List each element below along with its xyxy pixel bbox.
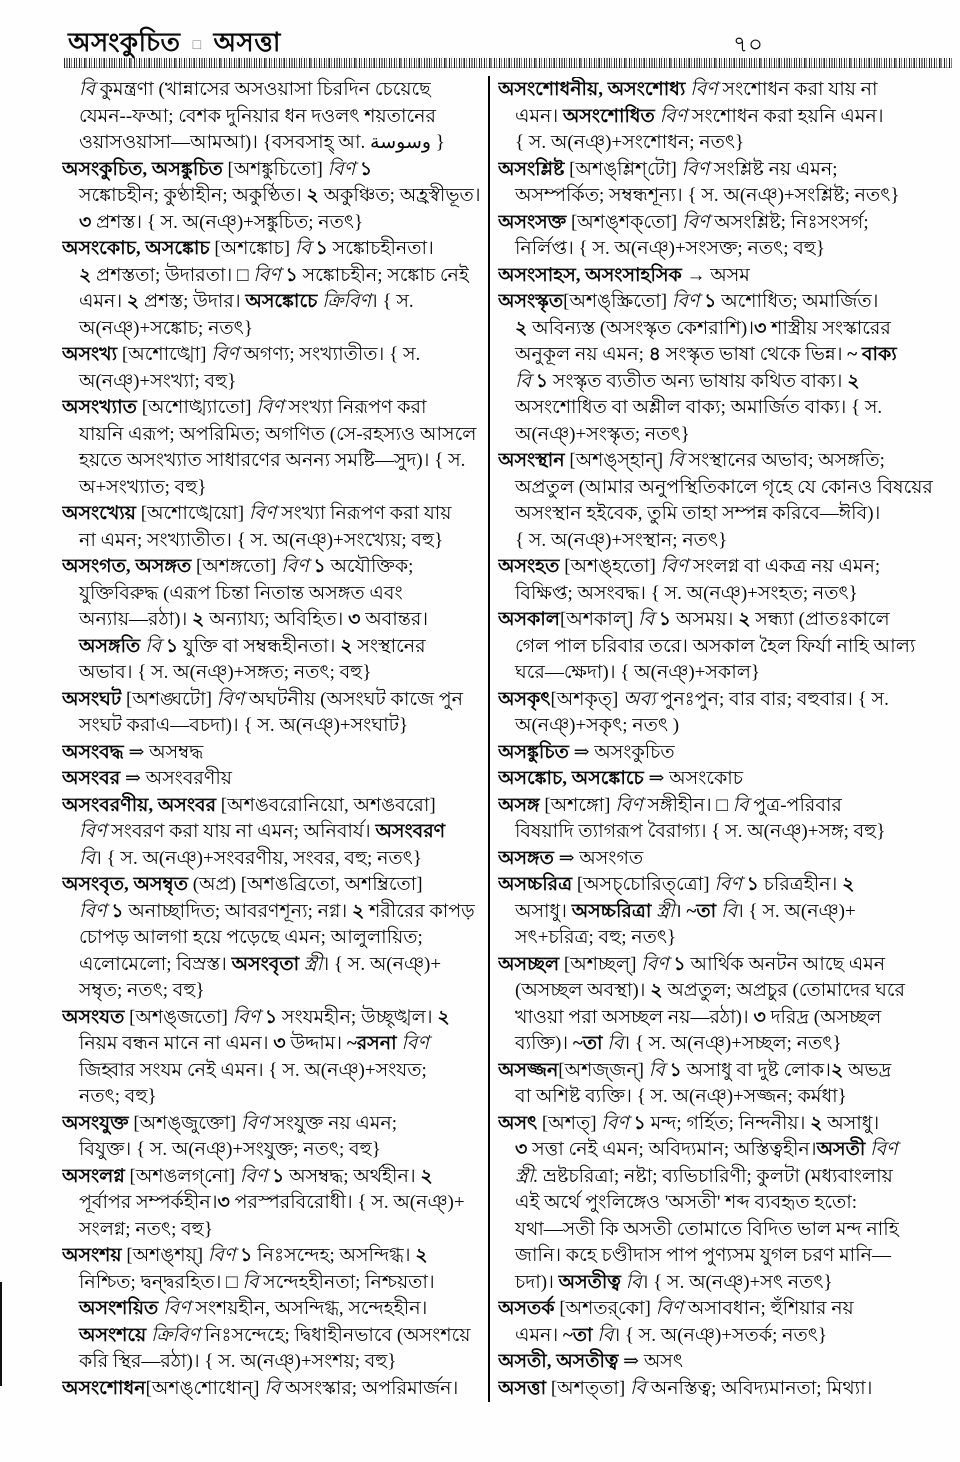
text-line: অসংশোধন[অশঙ্‌শোধোন্] বি অসংস্কার; অপরিমার্জন।	[62, 1377, 459, 1399]
text-line: বা অশিষ্ট ব্যক্তি। { স. অ(নঞ্)+সজ্জন; কর্মধা}	[515, 1086, 847, 1107]
text-line: অসজ্জন[অশজ্‌জন্] বি ১ অসাধু বা দুষ্ট লোক।২ অভদ্র	[498, 1059, 892, 1081]
text-line: অসংযুক্ত [অশঙ্‌জুক্তো] বিণ সংযুক্ত নয় এমন;	[62, 1112, 398, 1134]
text-line: অসঙ্কুচিত ⇒ অসংকুচিত	[498, 741, 675, 763]
text-line: এই অর্থে পুংলিঙ্গেও 'অসতী' শব্দ ব্যবহৃত হতো:	[515, 1192, 858, 1213]
text-line: বিণ ১ অনাচ্ছাদিত; আবরণশূন্য; নগ্ন। ২ শরীরের কাপড়	[79, 900, 475, 922]
text-line: জিহ্বার সংযম নেই এমন। { স. অ(নঞ্)+সংযত;	[79, 1059, 427, 1081]
text-line: অসঙ্গত ⇒ অসংগত	[498, 847, 644, 869]
scan-edge-artifact	[0, 1282, 2, 1386]
text-line: গেল পাল চরিবার তরে। অসকাল হৈল ফির্যা নাহি আল্য	[515, 635, 916, 657]
right-column	[498, 77, 950, 1402]
text-line: করি স্থির—রঠা)। { স. অ(নঞ্)+সংশয়; বহু}	[79, 1351, 397, 1372]
text-line: বিক্ষিপ্ত; অসংবদ্ধ। { স. অ(নঞ্)+সংহত; নতৎ}	[515, 582, 858, 604]
text-line: এলোমেলো; বিস্রস্ত। অসংবৃতা স্ত্রী। { স. অ(নঞ্)+	[79, 953, 442, 975]
text-line: অসংখ্যাত [অশোঙ্খ্যাতো] বিণ সংখ্যা নিরূপণ করা	[62, 397, 427, 418]
text-line: চদা)। অসতীত্ব বি। { স. অ(নঞ্)+সৎ নতৎ}	[515, 1271, 833, 1293]
text-line: ৩ প্রশস্ত। { স. অ(নঞ্)+সঙ্কুচিত; নতৎ}	[79, 211, 364, 233]
text-line: বিণ সংবরণ করা যায় না এমন; অনিবার্য। অসংবরণ	[79, 821, 446, 842]
text-line: অসংসক্ত [অশঙ্‌শক্‌তো] বিণ অসংশ্লিষ্ট; নিঃসংসর্গ;	[498, 211, 869, 233]
text-line: অসংখ্য [অশোঙ্খো] বিণ অগণ্য; সংখ্যাতীত। { স.	[62, 344, 421, 365]
text-line: অসচ্ছল [অশচ্ছল্] বিণ ১ আর্থিক অনটন আছে এমন	[498, 953, 886, 975]
text-line: বিষয়াদি ত্যাগরূপ বৈরাগ্য। { স. অ(নঞ্)+সঙ্গ; বহু}	[515, 821, 886, 842]
text-line: নির্লিপ্ত। { স. অ(নঞ্)+সংসক্ত; নতৎ; বহু}	[515, 238, 826, 259]
text-line: ব্যক্তি)। ~তা বি। { স. অ(নঞ্)+সচ্ছল; নতৎ}	[515, 1033, 842, 1054]
text-line: { স. অ(নঞ্)+সংশোধন; নতৎ}	[515, 132, 745, 153]
text-line: সংঘট করাএ—বচদা)। { স. অ(নঞ্)+সংঘাট}	[79, 715, 409, 736]
text-line: অসতর্ক [অশতর্‌কো] বিণ অসাবধান; হুঁশিয়ার নয়	[498, 1298, 854, 1319]
separator-box-icon: □	[192, 38, 202, 53]
text-line: যেমন--ফআ; বেশক দুনিয়ার ধন দওলৎ শয়তানের	[79, 105, 436, 127]
text-line: যায়নি এরূপ; অপরিমিত; অগণিত (সে-রহস্যও আসলে	[79, 423, 477, 445]
text-line: অসংলগ্ন [অশঙলগ্‌নো] বিণ ১ অসম্বদ্ধ; অর্থহীন। ২	[62, 1165, 433, 1187]
text-line: ঘরে—ক্ষেদা)। { অ(নঞ্)+সকাল}	[515, 662, 761, 683]
text-line: যথা—সতী কি অসতী তোমাতে বিদিত ভাল মন্দ নাহি	[515, 1218, 899, 1240]
text-line: অসত্তা [অশত্‌তা] বি অনস্তিত্ব; অবিদ্যমানতা; মিথ্যা।	[498, 1377, 873, 1399]
text-line: বি। { স. অ(নঞ্)+সংবরণীয়, সংবর, বহু; নতৎ}	[79, 847, 422, 869]
scan-noise-band	[64, 58, 952, 68]
text-line: পূর্বাপর সম্পর্কহীন।৩ পরস্পরবিরোধী। { স. অ(নঞ্)+	[79, 1192, 465, 1213]
text-line: অসংবরণীয়, অসংবর [অশঙবরোনিয়ো, অশঙবরো]	[62, 794, 436, 816]
text-line: অসংস্থান [অশঙ্‌স্‌হান্] বি সংস্থানের অভাব; অসঙ্গতি;	[498, 450, 885, 471]
text-line: অ(নঞ্)+সংখ্যা; বহু}	[79, 370, 237, 392]
text-line: অসংস্থান হইবেক, তুমি তাহা সম্পন্ন করিবে—ঈবি)।	[515, 503, 881, 524]
text-line: বিযুক্ত। { স. অ(নঞ্)+সংযুক্ত; নতৎ; বহু}	[79, 1139, 381, 1160]
text-line: বি ১ সংস্কৃত ব্যতীত অন্য ভাষায় কথিত বাক্য। ২	[515, 370, 860, 392]
text-line: { স. অ(নঞ্)+সংস্থান; নতৎ}	[515, 529, 728, 551]
text-line: এমন। ২ প্রশস্ত; উদার। অসঙ্কোচে ক্রিবিণ। { স.	[79, 291, 414, 312]
text-line: অসতী, অসতীত্ব ⇒ অসৎ	[498, 1351, 684, 1372]
text-line: না এমন; সংখ্যাতীত। { স. অ(নঞ্)+সংখ্যেয়; বহু}	[79, 529, 444, 551]
text-line: সংলগ্ন; নতৎ; বহু}	[79, 1218, 213, 1240]
text-line: জানি। কহে চণ্ডীদাস পাপ পুণ্যসম যুগল চরণ মানি—	[515, 1245, 891, 1266]
text-line: বি কুমন্ত্রণা (খান্নাসের অসওয়াসা চিরদিন চেয়েছে	[79, 79, 431, 100]
text-line: অসঙ্গতি বি ১ যুক্তি বা সম্বন্ধহীনতা। ২ সংস্থানের	[79, 635, 426, 657]
text-line: ২ অবিন্যস্ত (অসংস্কৃত কেশরাশি)।৩ শাস্ত্রীয় সংস্কারের	[515, 317, 891, 339]
page-number: ৭০	[733, 32, 763, 57]
text-line: অসাধু। অসচ্চরিত্রা স্ত্রী। ~তা বি। { স. অ(নঞ্)+	[515, 900, 856, 922]
text-line: ২ প্রশস্ততা; উদারতা। □ বিণ ১ সঙ্কোচহীন; সঙ্কোচ নেই	[79, 264, 469, 286]
text-line: নতৎ; বহু}	[79, 1086, 157, 1107]
text-line: অসচ্চরিত্র [অসচ্‌চোরিত্‌ত্রো] বিণ ১ চরিত্রহীন। ২	[498, 874, 855, 895]
text-line: অ+সংখ্যাত; বহু}	[79, 476, 207, 498]
text-line: খাওয়া পরা অসচ্ছল নয়—রঠা)। ৩ দরিদ্র (অসচ্ছল	[515, 1006, 882, 1028]
text-line: ওয়াসওয়াসা—আমআ)। {বসবসাহ্ আ. وسوسة }	[79, 132, 445, 153]
text-line: অসৎ [অশত্] বিণ ১ মন্দ; গর্হিত; নিন্দনীয়। ২ অসাধু।	[498, 1112, 880, 1134]
text-line: অসংকুচিত, অসঙ্কুচিত [অশঙ্কুচিতো] বিণ ১	[62, 158, 373, 180]
text-line: অসকৃৎ[অশকৃত্] অব্য পুনঃপুন; বার বার; বহুবার। { স.	[498, 688, 889, 710]
text-line: অসংশয় [অশঙ্‌শয়্] বিণ ১ নিঃসন্দেহ; অসন্দিগ্ধ। ২	[62, 1245, 428, 1266]
text-line: এমন। অসংশোধিত বিণ সংশোধন করা হয়নি এমন।	[515, 105, 884, 127]
text-line: সৎ+চরিত্র; বহু; নতৎ}	[515, 927, 677, 948]
text-line: অসংঘট [অশঙ্ঘটো] বিণ অঘটনীয় (অসংঘট কাজে পুন	[62, 688, 463, 710]
text-line: অসংস্কৃত[অশঙ্‌স্ক্রিতো] বিণ ১ অশোধিত; অমার্জিত।	[498, 291, 879, 312]
text-line: অসংবৃত, অসম্বৃত (অপ্র) [অশঙব্রিতো, অশম্ব্রিতো]	[62, 874, 423, 895]
text-line: সঙ্কোচহীন; কুণ্ঠাহীন; অকুণ্ঠিত। ২ অকুঞ্চিত; অহ্রস্বীভূত।	[79, 185, 481, 206]
text-line: অ(নঞ্)+সংস্কৃত; নতৎ}	[515, 423, 690, 445]
guide-word-first: অসংকুচিত	[68, 28, 181, 57]
text-line: অসংশোধিত বা অশ্লীল বাক্য; অমার্জিত বাক্য। { স.	[515, 397, 883, 418]
text-line: অসংশ্লিষ্ট [অশঙ্‌শ্লিশ্‌টো] বিণ সংশ্লিষ্ট নয় এমন;	[498, 158, 838, 180]
text-line: অসকাল[অশকাল্] বি ১ অসময়। ২ সন্ধ্যা (প্রাতঃকালে	[498, 609, 890, 630]
column-divider	[488, 76, 490, 1402]
text-line: হয়তে অসংখ্যাত সাধারণের অনন্য সমষ্টি—সুদ)। { স.	[79, 450, 466, 471]
text-line: (অসচ্ছল অবস্থা)। ২ অপ্রতুল; অপ্রচুর (তোমাদের ঘরে	[515, 980, 905, 1001]
text-line: স্ত্রী. ভ্রষ্টচরিত্রা; নষ্টা; ব্যভিচারিণী; কুলটা (মধ্যবাংলায়	[515, 1165, 893, 1187]
text-line: অভাব। { স. অ(নঞ্)+সঙ্গত; নতৎ; বহু}	[79, 662, 372, 683]
text-line: অসংবর ⇒ অসংবরণীয়	[62, 768, 232, 789]
text-line: অসংসাহস, অসংসাহসিক → অসম	[498, 264, 750, 286]
text-line: অনুকূল নয় এমন; ৪ সংস্কৃত ভাষা থেকে ভিন্ন। ~ বাক্য	[515, 344, 897, 365]
text-line: অসংশয়িত বিণ সংশয়হীন, অসন্দিগ্ধ, সন্দেহহীন।	[79, 1298, 428, 1319]
guide-word-last: অসত্তা	[213, 28, 281, 57]
text-line: অসঙ্গ [অশঙ্গো] বিণ সঙ্গীহীন। □ বি পুত্র-পরিবার	[498, 794, 842, 816]
text-line: নিশ্চিত; দ্বন্দ্বরহিত। □ বি সন্দেহহীনতা; নিশ্চয়তা।	[79, 1271, 435, 1293]
guide-words	[68, 28, 281, 57]
text-line: অসংশোধনীয়, অসংশোধ্য বিণ সংশোধন করা যায় না	[498, 79, 878, 100]
text-line: অন্যায়—রঠা)। ২ অন্যায্য; অবিহিত। ৩ অবান্তর।	[79, 609, 429, 630]
text-line: অসংহত [অশঙ্‌হতো] বিণ সংলগ্ন বা একত্র নয় এমন;	[498, 556, 881, 577]
text-line: চোপড় আলগা হয়ে পড়েছে এমন; আলুলায়িত;	[79, 927, 423, 948]
text-line: এমন। ~তা বি। { স. অ(নঞ্)+সতর্ক; নতৎ}	[515, 1324, 828, 1346]
text-line: নিয়ম বন্ধন মানে না এমন। ৩ উদ্দাম। ~রসনা বিণ	[79, 1033, 429, 1054]
text-line: অসংগত, অসঙ্গত [অশঙ্গতো] বিণ ১ অযৌক্তিক;	[62, 556, 414, 577]
text-line: অপ্রতুল (আমার অনুপস্থিতিকালে গৃহে যে কোনও বিষয়ের	[515, 476, 933, 498]
text-line: অসম্পর্কিত; সম্বন্ধশূন্য। { স. অ(নঞ্)+সংশ্লিষ্ট; নতৎ}	[515, 185, 900, 206]
left-column	[62, 77, 487, 1402]
text-line: ৩ সত্তা নেই এমন; অবিদ্যমান; অস্তিত্বহীন।অসতী বিণ	[515, 1139, 898, 1160]
text-line: অসংশয়ে ক্রিবিণ নিঃসন্দেহে; দ্বিধাহীনভাবে (অসংশয়ে	[79, 1324, 471, 1346]
text-line: অসংযত [অশঙ্‌জতো] বিণ ১ সংযমহীন; উচ্ছৃঙ্খল। ২	[62, 1006, 450, 1028]
text-line: অসংখ্যেয় [অশোঙ্খেয়ো] বিণ সংখ্যা নিরূপণ করা যায়	[62, 503, 452, 524]
text-line: অসংকোচ, অসঙ্কোচ [অশঙ্কোচ] বি ১ সঙ্কোচহীনতা।	[62, 238, 434, 259]
text-line: অ(নঞ্)+সঙ্কোচ; নতৎ}	[79, 317, 253, 339]
page-header	[68, 22, 281, 58]
text-line: সম্বৃত; নতৎ; বহু}	[79, 980, 205, 1001]
text-line: অ(নঞ্)+সকৃৎ; নতৎ )	[515, 715, 680, 736]
text-line: অসঙ্কোচ, অসঙ্কোচে ⇒ অসংকোচ	[498, 768, 744, 789]
text-line: যুক্তিবিরুদ্ধ (এরূপ চিন্তা নিতান্ত অসঙ্গত এবং	[79, 582, 403, 604]
text-line: অসংবদ্ধ ⇒ অসম্বদ্ধ	[62, 741, 204, 763]
